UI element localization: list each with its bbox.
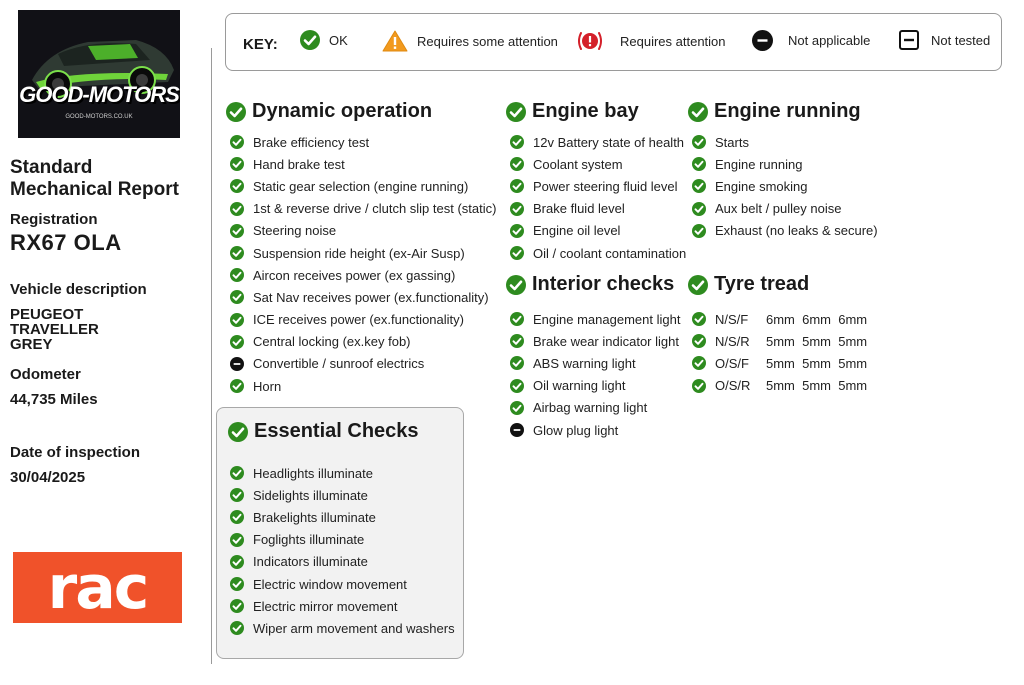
- check-item: [510, 153, 686, 175]
- dynamic-operation-list: [230, 131, 496, 397]
- check-item-label: Power steering fluid level: [533, 178, 678, 194]
- key-some-attention-label: Requires some attention: [417, 33, 558, 49]
- tyre-position: N/S/R: [715, 333, 750, 349]
- check-item-label: Brakelights illuminate: [253, 509, 376, 525]
- check-item-label: Exhaust (no leaks & secure): [715, 223, 878, 239]
- engine-running-title-text: Engine running: [714, 100, 861, 122]
- check-item-label: Brake efficiency test: [253, 134, 370, 150]
- ok-check-icon: [692, 334, 706, 348]
- check-item: [230, 573, 455, 595]
- not-applicable-icon: [510, 423, 524, 437]
- tyre-row: [692, 308, 867, 330]
- ok-check-icon: [230, 533, 244, 547]
- dynamic-operation-title: [226, 100, 432, 123]
- date-value: 30/04/2025: [10, 469, 86, 486]
- ok-check-icon: [692, 157, 706, 171]
- registration-value: RX67 OLA: [10, 230, 122, 255]
- check-item-label: Horn: [253, 378, 282, 394]
- tyre-depths: 6mm 6mm 6mm: [766, 311, 868, 327]
- check-item: [510, 397, 680, 419]
- check-item: [692, 131, 878, 153]
- essential-checks-list: [230, 462, 455, 640]
- check-item-label: Hand brake test: [253, 156, 345, 172]
- ok-check-icon: [230, 135, 244, 149]
- check-item: [230, 595, 455, 617]
- report-title-line2: Mechanical Report: [10, 179, 179, 200]
- interior-checks-title: [506, 273, 674, 296]
- ok-check-icon: [692, 179, 706, 193]
- tyre-position: N/S/F: [715, 311, 749, 327]
- key-attention-label: Requires attention: [620, 33, 726, 49]
- check-item-label: Suspension ride height (ex-Air Susp): [253, 245, 465, 261]
- check-item: [230, 220, 496, 242]
- check-item-label: Brake wear indicator light: [533, 333, 679, 349]
- ok-check-icon: [230, 621, 244, 635]
- vehicle-colour: GREY: [10, 336, 53, 353]
- check-item-label: 12v Battery state of health: [533, 134, 685, 150]
- check-item-label: Oil / coolant contamination: [533, 245, 687, 261]
- check-item-label: Central locking (ex.key fob): [253, 334, 411, 350]
- ok-check-icon: [510, 157, 524, 171]
- ok-check-icon: [230, 379, 244, 393]
- ok-check-icon: [230, 335, 244, 349]
- ok-check-icon: [230, 290, 244, 304]
- check-item-label: Electric window movement: [253, 576, 407, 592]
- check-item: [230, 198, 496, 220]
- key-label: KEY:: [243, 36, 278, 53]
- vehicle-description: [10, 307, 99, 352]
- check-item-label: Steering noise: [253, 223, 337, 239]
- check-item: [230, 375, 496, 397]
- ok-check-icon: [228, 422, 248, 442]
- check-item: [230, 264, 496, 286]
- key-some-attention: [382, 30, 558, 52]
- logo-url: GOOD-MOTORS.CO.UK: [65, 114, 133, 120]
- ok-check-icon: [230, 577, 244, 591]
- ok-check-icon: [510, 246, 524, 260]
- check-item: [230, 331, 496, 353]
- tyre-row: [692, 330, 867, 352]
- ok-check-icon: [510, 379, 524, 393]
- check-item-label: Airbag warning light: [533, 400, 648, 416]
- key-not-tested: [899, 30, 990, 50]
- ok-check-icon: [230, 510, 244, 524]
- ok-check-icon: [230, 313, 244, 327]
- check-item-label: Engine smoking: [715, 178, 808, 194]
- check-item: [230, 529, 455, 551]
- check-item: [230, 242, 496, 264]
- check-item: [510, 242, 686, 264]
- check-item: [230, 617, 455, 639]
- tyre-row: [692, 352, 867, 374]
- check-item-label: Indicators illuminate: [253, 554, 368, 570]
- check-item-label: Brake fluid level: [533, 201, 625, 217]
- tyre-tread-list: [692, 308, 867, 397]
- check-item: [510, 352, 680, 374]
- engine-running-title: [688, 100, 861, 123]
- check-item-label: Electric mirror movement: [253, 598, 398, 614]
- vehicle-make: PEUGEOT: [10, 306, 84, 323]
- check-item: [230, 309, 496, 331]
- essential-checks-title: [228, 420, 419, 443]
- tyre-depths: 5mm 5mm 5mm: [766, 355, 868, 371]
- tyre-row: [692, 375, 867, 397]
- check-item: [692, 220, 878, 242]
- vehicle-model: TRAVELLER: [10, 321, 99, 338]
- ok-check-icon: [510, 401, 524, 415]
- ok-check-icon: [692, 379, 706, 393]
- ok-check-icon: [510, 334, 524, 348]
- rac-logo-text: rac: [47, 552, 148, 623]
- ok-check-icon: [230, 224, 244, 238]
- ok-check-icon: [230, 179, 244, 193]
- ok-check-icon: [692, 312, 706, 326]
- not-applicable-icon: [752, 30, 773, 51]
- not-tested-icon: [899, 30, 919, 50]
- not-applicable-icon: [230, 357, 244, 371]
- check-item: [230, 462, 455, 484]
- check-item: [692, 198, 878, 220]
- ok-check-icon: [692, 202, 706, 216]
- check-item: [510, 419, 680, 441]
- tyre-position: O/S/F: [715, 355, 749, 371]
- key-not-tested-label: Not tested: [931, 32, 991, 48]
- ok-check-icon: [506, 275, 526, 295]
- check-item-label: Engine oil level: [533, 223, 621, 239]
- check-item-label: Headlights illuminate: [253, 465, 373, 481]
- ok-check-icon: [226, 102, 246, 122]
- check-item: [510, 198, 686, 220]
- check-item-label: Sidelights illuminate: [253, 487, 368, 503]
- ok-check-icon: [230, 488, 244, 502]
- check-item-label: Foglights illuminate: [253, 532, 365, 548]
- check-item-label: Starts: [715, 134, 749, 150]
- ok-check-icon: [230, 555, 244, 569]
- check-item-label: Glow plug light: [533, 422, 619, 438]
- tyre-tread-title: [688, 273, 809, 296]
- interior-checks-list: [510, 308, 680, 441]
- engine-bay-title-text: Engine bay: [532, 100, 639, 122]
- report-title: [10, 157, 179, 201]
- key-ok: [300, 30, 348, 50]
- check-item: [230, 175, 496, 197]
- key-ok-label: OK: [329, 32, 348, 48]
- ok-check-icon: [300, 30, 320, 50]
- ok-check-icon: [692, 224, 706, 238]
- engine-bay-title: [506, 100, 639, 123]
- check-item-label: Wiper arm movement and washers: [253, 620, 455, 636]
- key-attention: [576, 30, 726, 52]
- check-item: [510, 175, 686, 197]
- engine-bay-list: [510, 131, 686, 264]
- check-item-label: 1st & reverse drive / clutch slip test (static): [253, 201, 497, 217]
- rac-logo: [13, 552, 182, 623]
- ok-check-icon: [230, 599, 244, 613]
- ok-check-icon: [230, 268, 244, 282]
- tyre-tread-title-text: Tyre tread: [714, 273, 810, 295]
- good-motors-logo: [18, 10, 180, 138]
- check-item: [230, 506, 455, 528]
- ok-check-icon: [230, 157, 244, 171]
- ok-check-icon: [230, 202, 244, 216]
- check-item: [510, 375, 680, 397]
- ok-check-icon: [692, 135, 706, 149]
- ok-check-icon: [230, 466, 244, 480]
- check-item: [692, 175, 878, 197]
- interior-checks-title-text: Interior checks: [532, 273, 675, 295]
- report-title-line1: Standard: [10, 157, 93, 178]
- odometer-value: 44,735 Miles: [10, 391, 98, 408]
- check-item: [510, 131, 686, 153]
- check-item: [230, 551, 455, 573]
- check-item: [230, 353, 496, 375]
- tyre-depths: 5mm 5mm 5mm: [766, 378, 868, 394]
- check-item: [230, 484, 455, 506]
- ok-check-icon: [510, 202, 524, 216]
- ok-check-icon: [506, 102, 526, 122]
- check-item-label: Engine running: [715, 156, 803, 172]
- check-item-label: Aircon receives power (ex gassing): [253, 267, 456, 283]
- logo-wordmark: GOOD-MOTORS: [19, 82, 179, 107]
- ok-check-icon: [510, 356, 524, 370]
- check-item: [230, 153, 496, 175]
- ok-check-icon: [510, 312, 524, 326]
- ok-check-icon: [510, 135, 524, 149]
- check-item: [692, 153, 878, 175]
- key-not-applicable-label: Not applicable: [788, 33, 871, 48]
- ok-check-icon: [230, 246, 244, 260]
- check-item: [510, 220, 686, 242]
- dynamic-operation-title-text: Dynamic operation: [252, 100, 433, 122]
- check-item: [230, 131, 496, 153]
- check-item: [230, 286, 496, 308]
- check-item-label: Static gear selection (engine running): [253, 178, 469, 194]
- engine-running-list: [692, 131, 878, 242]
- registration-label: Registration: [10, 211, 98, 228]
- check-item-label: Coolant system: [533, 156, 623, 172]
- ok-check-icon: [688, 275, 708, 295]
- check-item-label: Engine management light: [533, 311, 681, 327]
- tyre-position: O/S/R: [715, 378, 751, 394]
- check-item: [510, 330, 680, 352]
- check-item-label: Convertible / sunroof electrics: [253, 356, 425, 372]
- check-item-label: Sat Nav receives power (ex.functionality): [253, 289, 489, 305]
- date-label: Date of inspection: [10, 444, 141, 461]
- check-item-label: Aux belt / pulley noise: [715, 201, 842, 217]
- ok-check-icon: [688, 102, 708, 122]
- check-item-label: ABS warning light: [533, 355, 636, 371]
- attention-alert-icon: [576, 30, 604, 52]
- essential-checks-title-text: Essential Checks: [254, 420, 419, 442]
- tyre-depths: 5mm 5mm 5mm: [766, 333, 868, 349]
- warning-triangle-icon: [382, 30, 408, 52]
- vehicle-description-label: Vehicle description: [10, 281, 147, 298]
- check-item-label: Oil warning light: [533, 378, 626, 394]
- ok-check-icon: [692, 356, 706, 370]
- ok-check-icon: [510, 179, 524, 193]
- check-item: [510, 308, 680, 330]
- key-not-applicable: [752, 30, 870, 51]
- sidebar-divider: [211, 48, 212, 664]
- ok-check-icon: [510, 224, 524, 238]
- odometer-label: Odometer: [10, 366, 81, 383]
- check-item-label: ICE receives power (ex.functionality): [253, 312, 464, 328]
